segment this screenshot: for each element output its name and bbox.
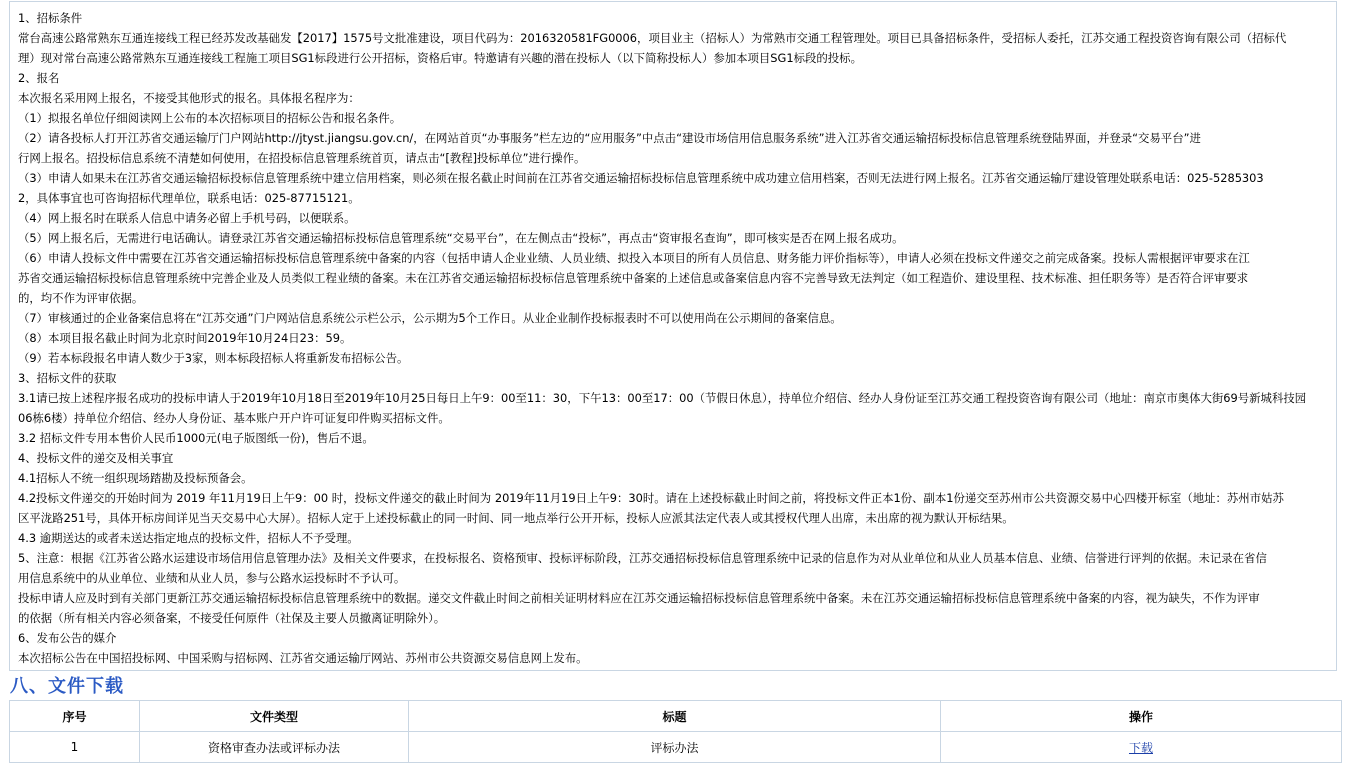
notice-line: 区平泷路251号，具体开标房间详见当天交易中心大屏）。招标人定于上述投标截止的同一时间、同一地点举行公开开标，投标人应派其法定代表人或其授权代理人出席，未出席的视为默认开标结果。 — [18, 511, 1014, 525]
notice-line: 的，均不作为评审依据。 — [18, 291, 144, 305]
notice-line: 2，具体事宜也可咨询招标代理单位，联系电话：025-87715121。 — [18, 191, 360, 205]
table-header-row — [10, 701, 1342, 732]
notice-line: 苏省交通运输招标投标信息管理系统中完善企业及人员类似工程业绩的备案。未在江苏省交通运输招标投标信息管理系统中备案的上述信息或备案信息内容不完善导致无法判定（如工程造价、建设里程、技术标准、担任职务等）是否符合评审要求 — [18, 271, 1249, 285]
notice-line: 本次报名采用网上报名，不接受其他形式的报名。具体报名程序为： — [18, 91, 360, 105]
row-file-type: 资格审查办法或评标办法 — [140, 732, 409, 763]
notice-line: 1、招标条件 — [18, 11, 83, 25]
notice-line: 06栋6楼）持单位介绍信、经办人身份证、基本账户开户许可证复印件购买招标文件。 — [18, 411, 450, 425]
file-download-table — [9, 700, 1342, 763]
notice-line: （1）拟报名单位仔细阅读网上公布的本次招标项目的招标公告和报名条件。 — [18, 111, 402, 125]
col-header-action: 操作 — [941, 701, 1342, 732]
notice-line: 本次招标公告在中国招投标网、中国采购与招标网、江苏省交通运输厅网站、苏州市公共资源交易信息网上发布。 — [18, 651, 588, 665]
notice-line: 的依据（所有相关内容必须备案，不接受任何原件（社保及主要人员撤离证明除外）。 — [18, 611, 446, 625]
notice-line: 理）现对常台高速公路常熟东互通连接线工程施工项目SG1标段进行公开招标，资格后审。特邀请有兴趣的潜在投标人（以下简称投标人）参加本项目SG1标段的投标。 — [18, 51, 862, 65]
notice-line: 4.3 逾期送达的或者未送达指定地点的投标文件，招标人不予受理。 — [18, 531, 359, 545]
file-download-section-title: 八、文件下载 — [10, 676, 124, 697]
row-index: 1 — [10, 732, 140, 763]
notice-line: （2）请各投标人打开江苏省交通运输厅门户网站http://jtyst.jiangsu.gov.cn/，在网站首页“办事服务”栏左边的“应用服务”中点击“建设市场信用信息服务系统”进入江苏省交通运输招标投标信息管理系统登陆界面，并登录“交易平台”进 — [18, 131, 1201, 145]
notice-line: 投标申请人应及时到有关部门更新江苏交通运输招标投标信息管理系统中的数据。递交文件截止时间之前相关证明材料应在江苏交通运输招标投标信息管理系统中备案。未在江苏交通运输招标投标信息管理系统中备案的内容，视为缺失，不作为评审 — [18, 591, 1260, 605]
notice-line: 5、注意：根据《江苏省公路水运建设市场信用信息管理办法》及相关文件要求，在投标报名、资格预审、投标评标阶段，江苏交通招标投标信息管理系统中记录的信息作为对从业单位和从业人员基本信息、业绩、信誉进行评判的依据。未记录在省信 — [18, 551, 1267, 565]
notice-line: （5）网上报名后，无需进行电话确认。请登录江苏省交通运输招标投标信息管理系统“交易平台”，在左侧点击“投标”，再点击“资审报名查询”，即可核实是否在网上报名成功。 — [18, 231, 904, 245]
notice-line: （4）网上报名时在联系人信息中请务必留上手机号码，以便联系。 — [18, 211, 356, 225]
table-row — [10, 732, 1342, 763]
notice-line: 行网上报名。招投标信息系统不清楚如何使用，在招投标信息管理系统首页，请点击“[教程]投标单位”进行操作。 — [18, 151, 586, 165]
notice-line: 用信息系统中的从业单位、业绩和从业人员，参与公路水运投标时不予认可。 — [18, 571, 406, 585]
notice-line: （8）本项目报名截止时间为北京时间2019年10月24日23：59。 — [18, 331, 352, 345]
col-header-index: 序号 — [10, 701, 140, 732]
row-action-cell — [941, 732, 1342, 763]
notice-line: 常台高速公路常熟东互通连接线工程已经苏发改基础发【2017】1575号文批准建设，项目代码为：2016320581FG0006，项目业主（招标人）为常熟市交通工程管理处。项目已具备招标条件，受招标人委托，江苏交通工程投资咨询有限公司（招标代 — [18, 31, 1287, 45]
tender-notice-body — [9, 1, 1337, 671]
notice-line: 3、招标文件的获取 — [18, 371, 117, 385]
notice-line: 4.2投标文件递交的开始时间为 2019 年11月19日上午9：00 时，投标文件递交的截止时间为 2019年11月19日上午9：30时。请在上述投标截止时间之前，将投标文件正本1份、副本1份递交至苏州市公共资源交易中心四楼开标室（地址：苏州市姑苏 — [18, 491, 1284, 505]
notice-line: 4、投标文件的递交及相关事宜 — [18, 451, 174, 465]
notice-line: 3.1请已按上述程序报名成功的投标申请人于2019年10月18日至2019年10月25日每日上午9：00至11：30，下午13：00至17：00（节假日休息），持单位介绍信、经办人身份证至江苏交通工程投资咨询有限公司（地址：南京市奥体大街69号新城科技园 — [18, 391, 1307, 405]
download-link[interactable]: 下载 — [1128, 740, 1153, 755]
notice-line: （3）申请人如果未在江苏省交通运输招标投标信息管理系统中建立信用档案，则必须在报名截止时间前在江苏省交通运输招标投标信息管理系统中成功建立信用档案，否则无法进行网上报名。江苏省交通运输厅建设管理处联系电话：025-5285303 — [18, 171, 1264, 185]
notice-line: 6、发布公告的媒介 — [18, 631, 117, 645]
notice-line: 4.1招标人不统一组织现场踏勘及投标预备会。 — [18, 471, 253, 485]
notice-line: 2、报名 — [18, 71, 60, 85]
notice-line: （9）若本标段报名申请人数少于3家，则本标段招标人将重新发布招标公告。 — [18, 351, 409, 365]
col-header-file-type: 文件类型 — [140, 701, 409, 732]
notice-line: 3.2 招标文件专用本售价人民币1000元(电子版图纸一份)，售后不退。 — [18, 431, 374, 445]
notice-line: （7）审核通过的企业备案信息将在“江苏交通”门户网站信息系统公示栏公示，公示期为5个工作日。从业企业制作投标报表时不可以使用尚在公示期间的备案信息。 — [18, 311, 842, 325]
notice-line: （6）申请人投标文件中需要在江苏省交通运输招标投标信息管理系统中备案的内容（包括申请人企业业绩、人员业绩、拟投入本项目的所有人员信息、财务能力评价指标等），申请人必须在投标文件递交之前完成备案。投标人需根据评审要求在江 — [18, 251, 1250, 265]
row-title: 评标办法 — [409, 732, 941, 763]
col-header-title: 标题 — [409, 701, 941, 732]
